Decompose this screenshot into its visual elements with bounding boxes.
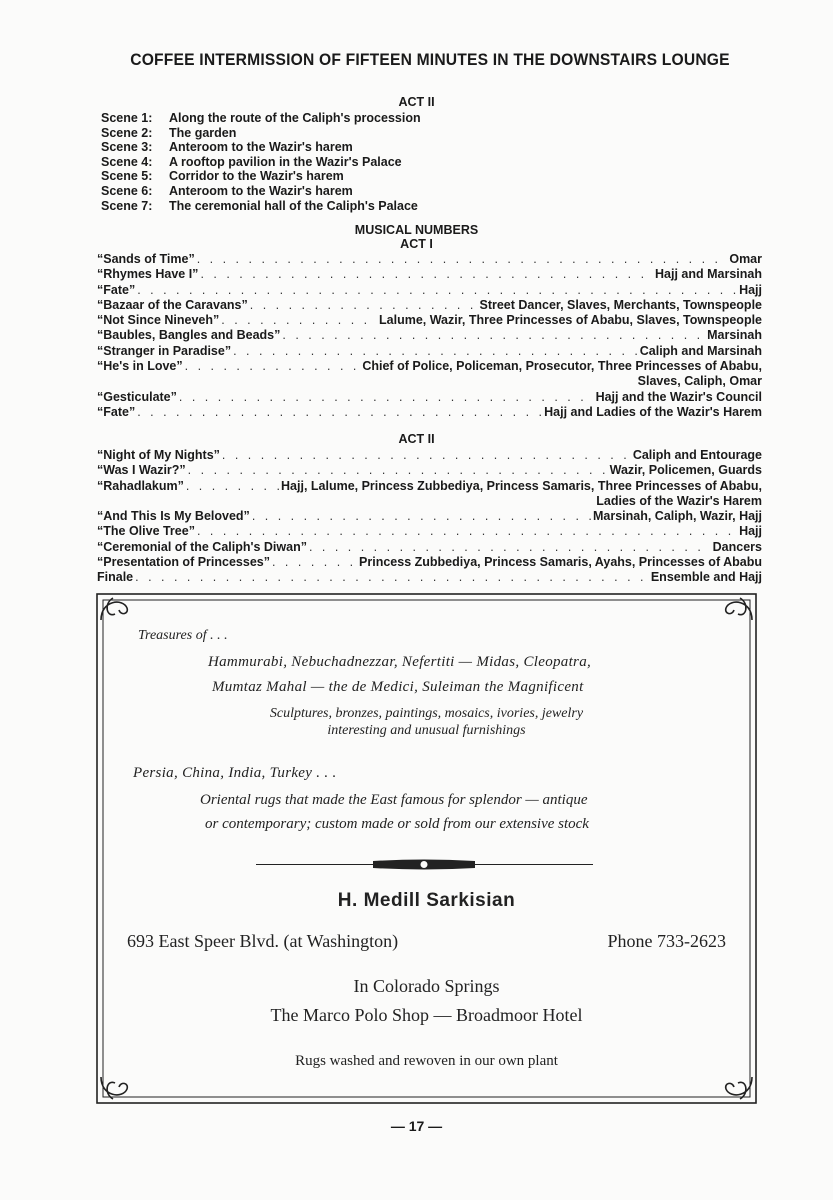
scene-number: Scene 3: xyxy=(101,140,153,155)
song-row xyxy=(97,405,762,420)
song-cast: Omar xyxy=(729,252,762,266)
page-number: — 17 — xyxy=(390,1118,443,1134)
song-cast: Ensemble and Hajj xyxy=(650,570,762,585)
song-cast: Princess Zubbediya, Princess Samaris, Ayahs, Princesses of Ababu xyxy=(359,555,762,570)
leader-dots xyxy=(222,448,631,463)
leader-dots xyxy=(197,524,737,539)
treasure-items-line: interesting and unusual furnishings xyxy=(327,723,526,738)
song-title: “And This Is My Beloved” xyxy=(97,509,250,524)
leader-dots xyxy=(197,252,728,267)
scene-row xyxy=(101,126,421,141)
song-title: “Rhymes Have I” xyxy=(97,267,199,282)
song-title: “Ceremonial of the Caliph's Diwan” xyxy=(97,539,307,554)
scene-row xyxy=(101,111,421,126)
scene-description: Along the route of the Caliph's procession xyxy=(169,111,421,125)
song-cast: Caliph and Entourage xyxy=(632,448,762,462)
scene-description: The ceremonial hall of the Caliph's Palace xyxy=(169,198,418,213)
leader-dots xyxy=(221,313,377,328)
scene-row xyxy=(101,155,421,170)
song-cast: Street Dancer, Slaves, Merchants, Townspeople xyxy=(479,297,762,312)
song-cast: Marsinah xyxy=(707,328,762,343)
song-cast: Marsinah, Caliph, Wazir, Hajj xyxy=(592,509,762,524)
leader-dots xyxy=(252,509,591,524)
song-title: “Not Since Nineveh” xyxy=(97,313,220,328)
song-row xyxy=(97,479,762,494)
song-row xyxy=(97,359,762,374)
scene-description: Corridor to the Wazir's harem xyxy=(169,169,344,184)
act2-numbers xyxy=(97,448,762,586)
scene-number: Scene 2: xyxy=(101,125,153,140)
leader-dots xyxy=(186,479,279,494)
treasure-names-line: Hammurabi, Nebuchadnezzar, Nefertiti — Midas, Cleopatra, xyxy=(208,654,592,670)
song-title: “Fate” xyxy=(97,404,136,419)
corner-scroll-icon xyxy=(101,1077,127,1099)
leader-dots xyxy=(200,267,653,282)
business-address: 693 East Speer Blvd. (at Washington) xyxy=(127,931,399,951)
ad-footer: Rugs washed and rewoven in our own plant xyxy=(295,1053,558,1069)
musical-numbers-title: MUSICAL NUMBERS xyxy=(354,223,479,237)
scene-row xyxy=(101,199,421,214)
song-title: “Presentation of Princesses” xyxy=(97,555,270,570)
song-cast: Dancers xyxy=(712,539,762,554)
song-title: “Stranger in Paradise” xyxy=(97,343,232,358)
song-row xyxy=(97,390,762,405)
scene-description: Anteroom to the Wazir's harem xyxy=(169,140,353,155)
scene-description: The garden xyxy=(169,125,237,140)
song-cast: Wazir, Policemen, Guards xyxy=(609,463,762,478)
song-title: “Gesticulate” xyxy=(97,389,177,404)
business-name: H. Medill Sarkisian xyxy=(337,890,516,911)
leader-dots xyxy=(282,328,705,343)
leader-dots xyxy=(185,359,361,374)
song-row xyxy=(97,328,762,343)
leader-dots xyxy=(309,540,711,555)
leader-dots xyxy=(135,570,649,585)
song-row xyxy=(97,313,762,328)
business-phone: Phone 733-2623 xyxy=(607,931,726,951)
scene-description: Anteroom to the Wazir's harem xyxy=(169,183,353,198)
scene-list xyxy=(101,111,421,213)
song-title: “Sands of Time” xyxy=(97,252,195,266)
scene-row xyxy=(101,169,421,184)
song-row xyxy=(97,252,762,267)
leader-dots xyxy=(137,405,542,420)
scene-number: Scene 7: xyxy=(101,198,153,213)
branch-city: In Colorado Springs xyxy=(353,976,500,996)
scene-row xyxy=(101,140,421,155)
song-cast: Chief of Police, Policeman, Prosecutor, Three Princesses of Ababu, xyxy=(362,359,762,374)
act1-numbers xyxy=(97,252,762,420)
song-cast-continued: Ladies of the Wazir's Harem xyxy=(596,493,762,508)
song-row xyxy=(97,267,762,282)
corner-scroll-icon xyxy=(726,598,752,620)
branch-shop: The Marco Polo Shop — Broadmoor Hotel xyxy=(270,1005,583,1025)
leader-dots xyxy=(250,298,478,313)
song-title: “Rahadlakum” xyxy=(97,478,184,493)
corner-scroll-icon xyxy=(726,1077,752,1099)
song-title: “Was I Wazir?” xyxy=(97,463,186,478)
act2-scenes-title: ACT II xyxy=(398,95,435,109)
treasure-items-line: Sculptures, bronzes, paintings, mosaics, ivories, jewelry xyxy=(269,706,584,721)
song-cast: Caliph and Marsinah xyxy=(639,343,762,358)
corner-scroll-icon xyxy=(101,598,127,620)
song-title: “Bazaar of the Caravans” xyxy=(97,297,248,312)
song-row xyxy=(97,448,762,463)
song-row xyxy=(97,570,762,585)
song-title: “Baubles, Bangles and Beads” xyxy=(97,328,281,343)
decorative-divider-icon xyxy=(256,860,593,870)
scene-description: A rooftop pavilion in the Wazir's Palace xyxy=(169,154,402,169)
leader-dots xyxy=(233,344,638,359)
song-row xyxy=(97,524,762,539)
song-title: “Night of My Nights” xyxy=(97,448,220,462)
song-cast: Hajj and Ladies of the Wazir's Harem xyxy=(544,404,762,419)
song-row xyxy=(97,344,762,359)
song-row xyxy=(97,298,762,313)
song-cast-continued: Slaves, Caliph, Omar xyxy=(637,374,762,389)
song-cast: Hajj xyxy=(739,282,762,297)
song-cast: Hajj and Marsinah xyxy=(655,267,762,282)
song-title: “He's in Love” xyxy=(97,359,183,374)
scene-number: Scene 1: xyxy=(101,111,153,125)
scene-number: Scene 5: xyxy=(101,169,153,184)
treasures-intro: Treasures of . . . xyxy=(138,628,228,643)
song-row xyxy=(97,555,762,570)
song-title: “The Olive Tree” xyxy=(97,524,195,539)
song-cast: Hajj, Lalume, Princess Zubbediya, Princess Samaris, Three Princesses of Ababu, xyxy=(281,478,762,493)
song-row xyxy=(97,463,762,478)
countries-line: Persia, China, India, Turkey . . . xyxy=(133,765,337,781)
song-cast: Hajj and the Wazir's Council xyxy=(595,389,762,404)
leader-dots xyxy=(179,390,594,405)
leader-dots xyxy=(137,283,737,298)
leader-dots xyxy=(188,463,608,478)
rugs-line: or contemporary; custom made or sold from our extensive stock xyxy=(205,816,589,832)
act2-title: ACT II xyxy=(398,432,435,446)
act1-title: ACT I xyxy=(400,237,433,251)
scene-number: Scene 4: xyxy=(101,154,153,169)
rugs-line: Oriental rugs that made the East famous for splendor — antique xyxy=(200,792,588,808)
treasure-names-line: Mumtaz Mahal — the de Medici, Suleiman the Magnificent xyxy=(212,679,584,695)
song-title: Finale xyxy=(97,570,134,585)
advertisement-box xyxy=(93,590,760,1107)
song-title: “Fate” xyxy=(97,282,136,297)
song-row xyxy=(97,283,762,298)
scene-number: Scene 6: xyxy=(101,183,153,198)
song-cast: Lalume, Wazir, Three Princesses of Ababu, Slaves, Townspeople xyxy=(379,313,762,328)
song-row xyxy=(97,509,762,524)
song-row xyxy=(97,540,762,555)
scene-row xyxy=(101,184,421,199)
intermission-headline: COFFEE INTERMISSION OF FIFTEEN MINUTES IN THE DOWNSTAIRS LOUNGE xyxy=(130,50,730,69)
leader-dots xyxy=(272,555,357,570)
song-cast: Hajj xyxy=(739,524,762,539)
